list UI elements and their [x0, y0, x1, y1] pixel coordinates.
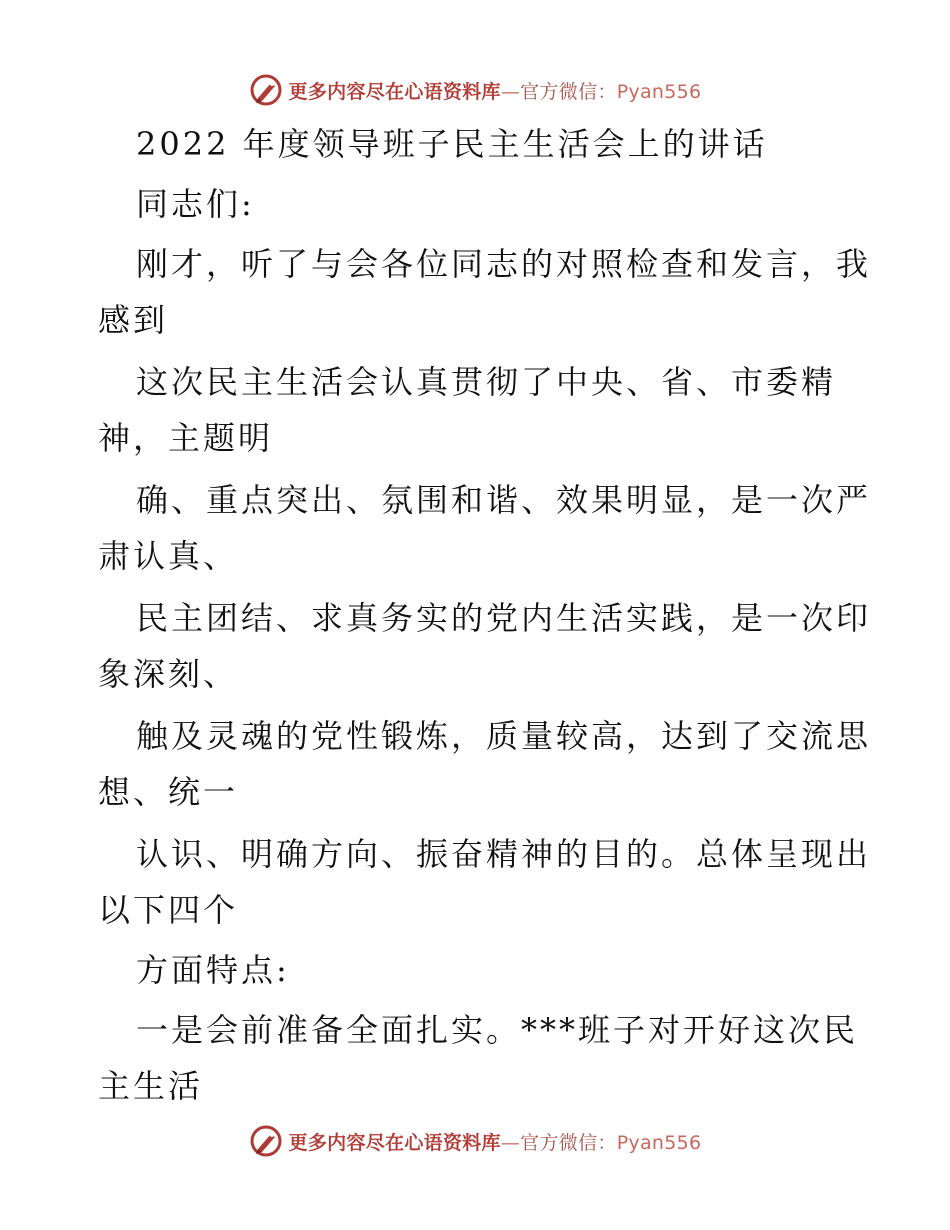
header-watermark — [0, 70, 950, 110]
paragraph-line: 民主团结、求真务实的党内生活实践，是一次印 — [136, 599, 872, 637]
paragraph-line: 象深刻、 — [98, 655, 239, 693]
paragraph-line: 一是会前准备全面扎实。***班子对开好这次民 — [136, 1011, 859, 1049]
paragraph-line: 方面特点: — [136, 951, 290, 989]
footer-watermark — [0, 1121, 950, 1161]
paragraph-line: 触及灵魂的党性锻炼，质量较高，达到了交流思 — [136, 717, 872, 755]
paragraph-line: 认识、明确方向、振奋精神的目的。总体呈现出 — [136, 835, 872, 873]
watermark-text — [289, 1128, 702, 1155]
paragraph-line: 确、重点突出、氛围和谐、效果明显，是一次严 — [136, 481, 872, 519]
watermark-separator: — — [500, 1131, 521, 1154]
watermark-account: Pyan556 — [616, 80, 702, 103]
watermark-separator: — — [500, 80, 521, 103]
paragraph-line: 以下四个 — [98, 891, 239, 929]
watermark-account: Pyan556 — [616, 1131, 702, 1154]
watermark-brand: 更多内容尽在心语资料库 — [288, 1131, 501, 1154]
paragraph-line: 想、统一 — [98, 773, 239, 811]
watermark-label: 官方微信： — [520, 80, 617, 103]
watermark-label: 官方微信： — [520, 1131, 617, 1154]
paragraph-line: 主生活 — [98, 1067, 204, 1105]
paragraph-line: 刚才，听了与会各位同志的对照检查和发言，我 — [136, 245, 872, 283]
salutation: 同志们: — [136, 185, 255, 223]
paragraph-line: 神，主题明 — [98, 419, 274, 457]
pen-logo-icon — [249, 1124, 283, 1158]
watermark-brand: 更多内容尽在心语资料库 — [288, 80, 501, 103]
paragraph-line: 这次民主生活会认真贯彻了中央、省、市委精 — [136, 363, 837, 401]
pen-logo-icon — [249, 73, 283, 107]
watermark-text — [289, 77, 702, 104]
paragraph-line: 肃认真、 — [98, 537, 239, 575]
paragraph-line: 感到 — [98, 301, 169, 339]
document-title: 2022 年度领导班子民主生活会上的讲话 — [136, 125, 768, 163]
